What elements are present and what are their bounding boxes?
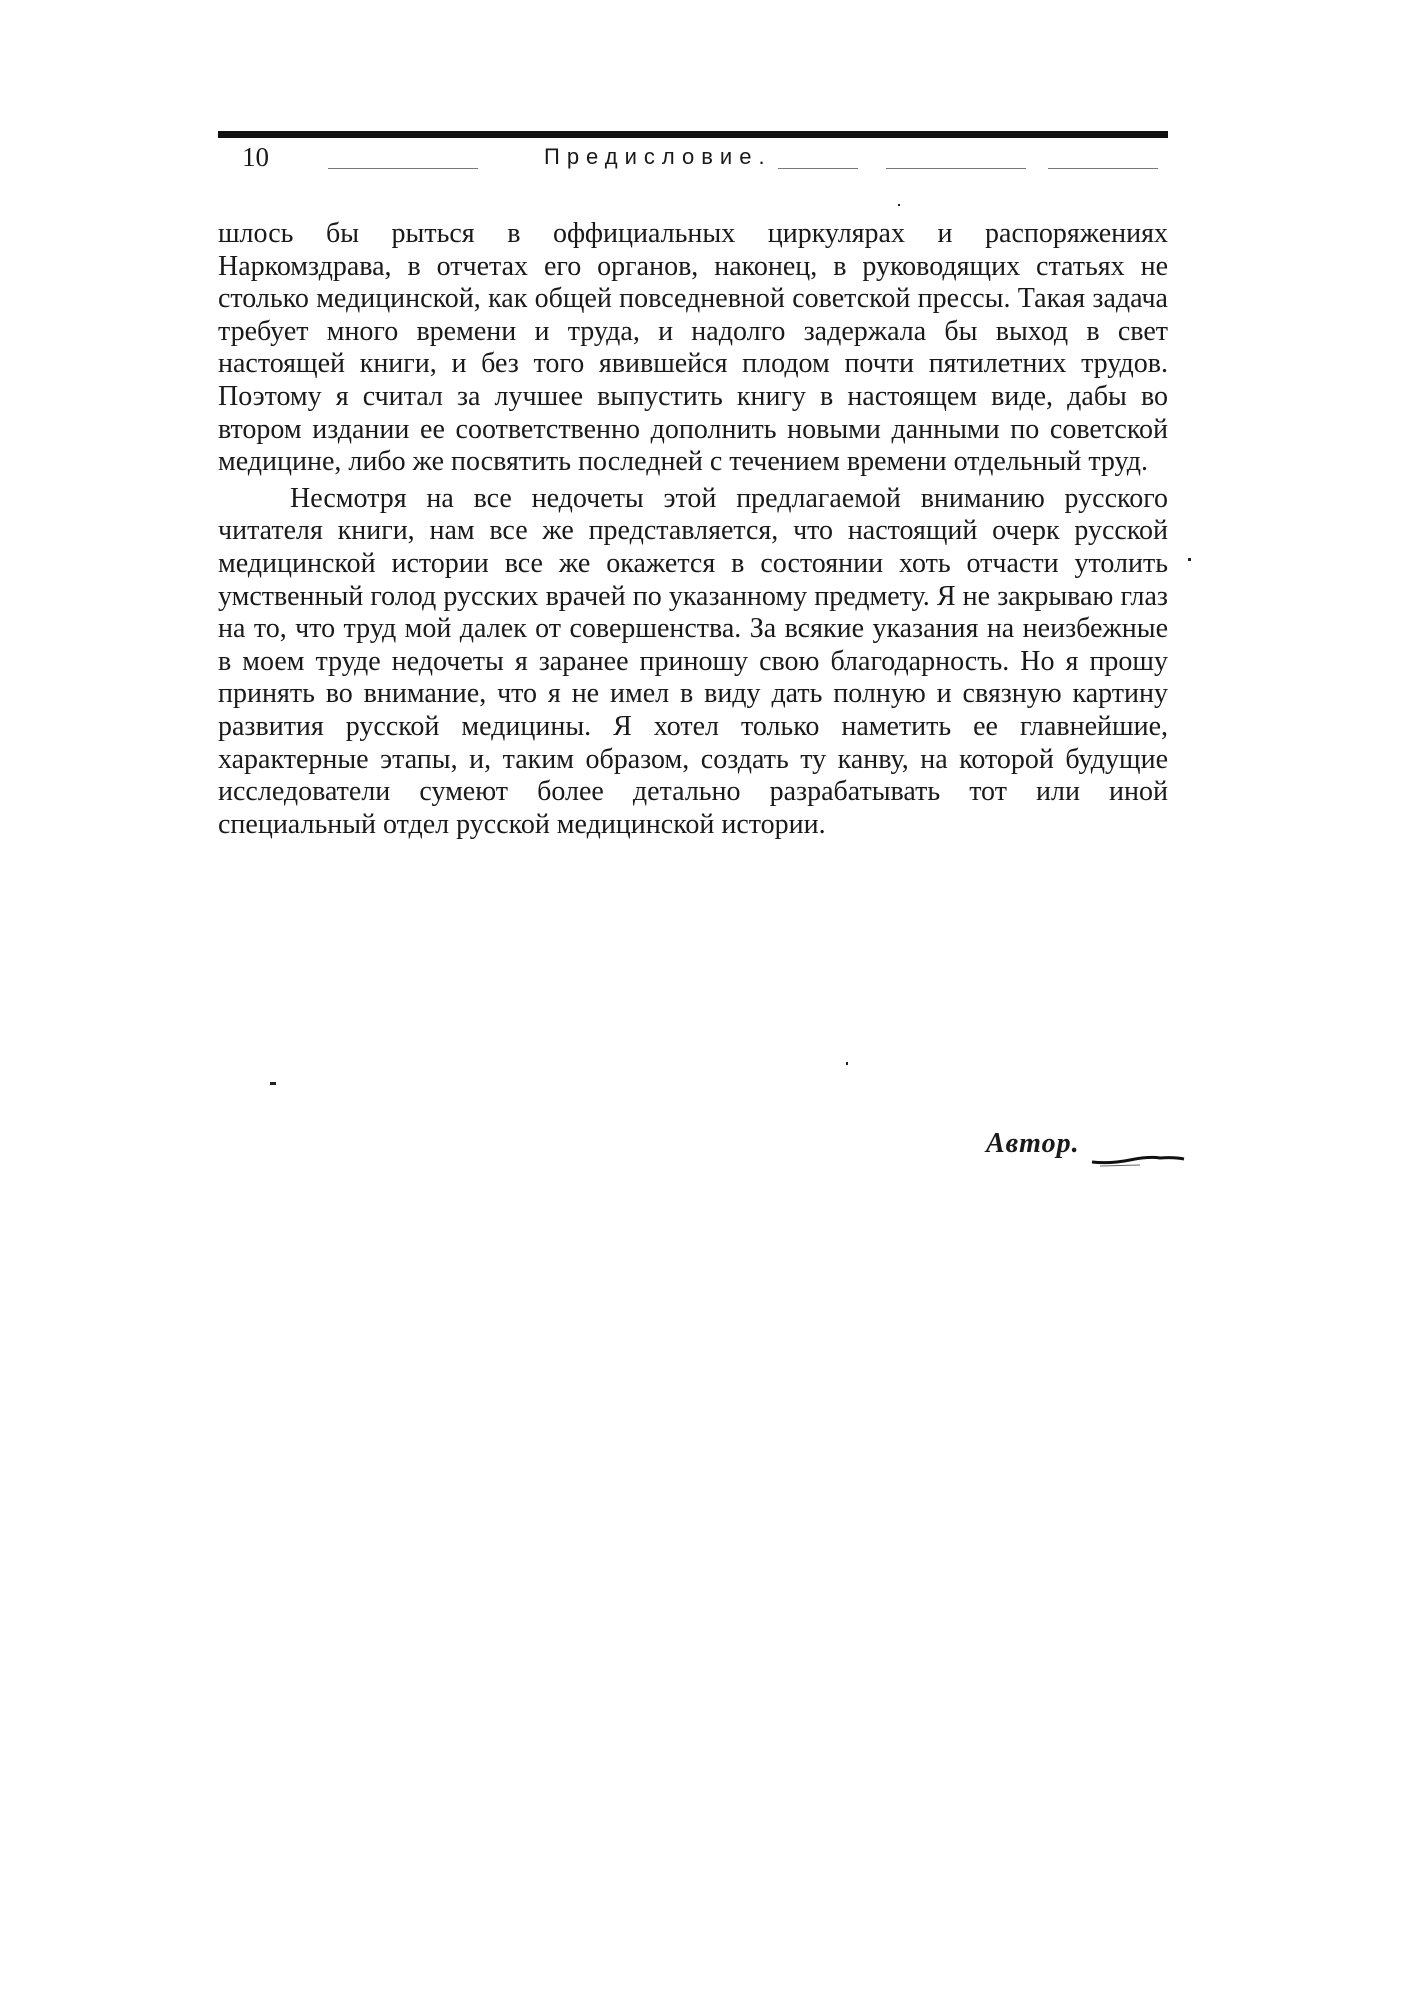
header-dash-3	[886, 168, 1026, 169]
signature-flourish	[1090, 1150, 1186, 1170]
running-head	[218, 140, 1168, 170]
header-dash-1	[328, 168, 478, 169]
page-number: 10	[242, 142, 269, 172]
signature: Автор.	[986, 1128, 1080, 1159]
print-speck	[270, 1082, 276, 1085]
header-rule	[218, 131, 1168, 138]
body-text	[218, 218, 1168, 841]
header-dash-2	[778, 168, 858, 169]
print-speck	[846, 1062, 848, 1065]
paragraph-1: шлось бы рыться в оффициальных циркулярах и распоряжениях Наркомздрава, в отчетах его органов, наконец, в руководящих статьях не столько медицинской, как общей повседневной советской прессы. Такая задача требует много времени и труда, и надолго задержала бы выход в свет настоящей книги, и без того явившейся плодом почти пятилетних трудов. Поэтому я считал за лучшее выпустить книгу в настоящем виде, дабы во втором издании ее соответственно дополнить новыми данными по советской медицине, либо же посвятить последней с течением времени отдельный труд.	[218, 218, 1168, 478]
print-speck	[898, 204, 900, 206]
header-dash-4	[1048, 168, 1158, 169]
print-speck	[1188, 558, 1191, 561]
section-title: Предисловие.	[544, 144, 772, 169]
paragraph-2: Несмотря на все недочеты этой предлагаемой вниманию русского читателя книги, нам все же представляется, что настоящий очерк русской медицинской истории все же окажется в состоянии хоть отчасти утолить умственный голод русских врачей по указанному предмету. Я не закрываю глаз на то, что труд мой далек от совершенства. За всякие указания на неизбежные в моем труде недочеты я заранее приношу свою благодарность. Но я прошу принять во внимание, что я не имел в виду дать полную и связную картину развития русской медицины. Я хотел только наметить ее главнейшие, характерные этапы, и, таким образом, создать ту канву, на которой будущие исследователи сумеют более детально разрабатывать тот или иной специальный отдел русской медицинской истории.	[218, 482, 1168, 840]
